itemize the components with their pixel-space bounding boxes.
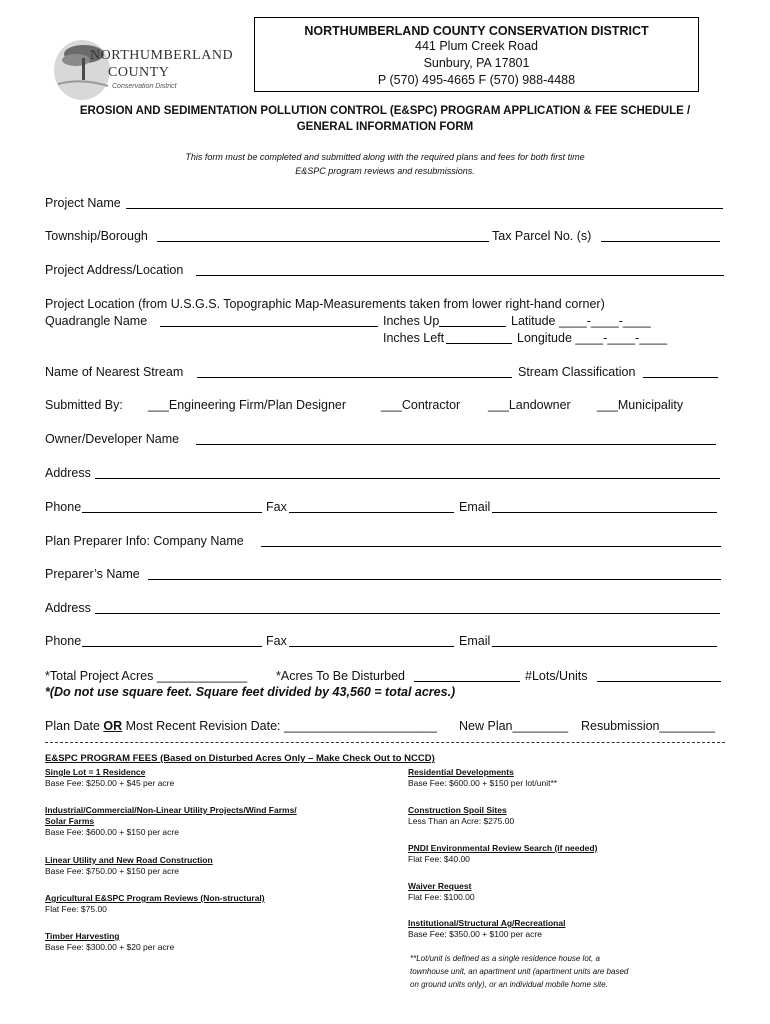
- tree-logo-icon: [52, 34, 112, 104]
- district-phone: P (570) 495-4665 F (570) 988-4488: [377, 73, 576, 87]
- owner-label: Owner/Developer Name: [45, 432, 180, 446]
- fee-linear-utility: [45, 855, 213, 877]
- preparer-company-line[interactable]: [261, 546, 721, 547]
- fee-value: Flat Fee: $100.00: [408, 892, 475, 902]
- fee-agricultural: [45, 893, 265, 915]
- district-header: [254, 17, 699, 92]
- stream-class-line[interactable]: [643, 377, 718, 378]
- nearest-stream-label: Name of Nearest Stream: [45, 365, 184, 379]
- fee-title: Linear Utility and New Road Construction: [45, 855, 213, 865]
- square-feet-note: *(Do not use square feet. Square feet divided by 43,560 = total acres.): [45, 685, 456, 699]
- total-acres-label[interactable]: *Total Project Acres _____________: [45, 669, 248, 683]
- option-landowner[interactable]: ___Landowner: [488, 398, 571, 412]
- preparer-fax-label: Fax: [266, 634, 287, 648]
- section-divider: [45, 742, 725, 743]
- owner-address-line[interactable]: [95, 478, 720, 479]
- fee-value: Base Fee: $300.00 + $20 per acre: [45, 942, 175, 952]
- fees-heading-text: E&SPC PROGRAM FEES (Based on Disturbed Acres Only – Make Check Out to NCCD): [45, 753, 435, 764]
- quadrangle-label: Quadrangle Name: [45, 314, 148, 328]
- owner-email-line[interactable]: [492, 512, 717, 513]
- inches-left-label: Inches Left: [383, 331, 445, 345]
- form-title: [40, 103, 730, 135]
- fee-title: Residential Developments: [408, 767, 514, 777]
- project-location-label: Project Location (from U.S.G.S. Topographic Map-Measurements taken from lower right-hand corner): [45, 297, 605, 311]
- plan-date-text-a: Plan Date: [45, 719, 104, 733]
- fee-value: Less Than an Acre: $275.00: [408, 816, 515, 826]
- project-address-label: Project Address/Location: [45, 263, 184, 277]
- fee-title: Waiver Request: [408, 881, 472, 891]
- form-title-line-1: EROSION AND SEDIMENTATION POLLUTION CONTROL (E&SPC) PROGRAM APPLICATION & FEE SCHEDULE /: [79, 105, 691, 117]
- owner-line[interactable]: [196, 444, 716, 445]
- fee-value: Flat Fee: $40.00: [408, 854, 470, 864]
- fee-title: Agricultural E&SPC Program Reviews (Non-structural): [45, 893, 265, 903]
- preparer-address-label: Address: [45, 601, 91, 615]
- preparer-phone-line[interactable]: [82, 646, 262, 647]
- project-name-label: Project Name: [45, 196, 121, 210]
- fee-value: Base Fee: $600.00 + $150 per acre: [45, 827, 179, 837]
- fee-industrial: [45, 805, 297, 838]
- logo-text-county: COUNTY: [108, 65, 170, 80]
- acres-disturbed-label: *Acres To Be Disturbed: [276, 669, 405, 683]
- district-logo: [52, 34, 234, 106]
- fee-value: Flat Fee: $75.00: [45, 904, 107, 914]
- tax-parcel-label: Tax Parcel No. (s): [492, 229, 592, 243]
- district-address-1: 441 Plum Creek Road: [415, 39, 538, 53]
- preparer-company-label: Plan Preparer Info: Company Name: [45, 534, 244, 548]
- inches-up-label: Inches Up: [383, 314, 440, 328]
- preparer-email-line[interactable]: [492, 646, 717, 647]
- fee-institutional: [408, 918, 565, 940]
- owner-email-label: Email: [459, 500, 491, 514]
- fee-title: Single Lot = 1 Residence: [45, 767, 146, 777]
- option-contractor[interactable]: ___Contractor: [381, 398, 461, 412]
- logo-text-district: Conservation District: [112, 83, 177, 90]
- lot-unit-definition-note: [410, 952, 628, 991]
- owner-phone-label: Phone: [45, 500, 82, 514]
- township-line[interactable]: [157, 241, 489, 242]
- latitude-label[interactable]: Latitude ____-____-____: [511, 314, 651, 328]
- owner-address-label: Address: [45, 466, 91, 480]
- fee-title: Construction Spoil Sites: [408, 805, 507, 815]
- fees-heading: [45, 753, 435, 764]
- quadrangle-line[interactable]: [160, 326, 378, 327]
- acres-disturbed-line[interactable]: [414, 681, 520, 682]
- district-title: NORTHUMBERLAND COUNTY CONSERVATION DISTRICT: [304, 24, 649, 38]
- inches-left-line[interactable]: [446, 343, 512, 344]
- instructions-line-1: This form must be completed and submitted along with the required plans and fees for both first time: [185, 152, 585, 162]
- new-plan-option[interactable]: New Plan________: [459, 719, 569, 733]
- owner-fax-line[interactable]: [289, 512, 454, 513]
- tax-parcel-line[interactable]: [601, 241, 720, 242]
- fee-pndi: [408, 843, 597, 865]
- fee-waiver: [408, 881, 475, 903]
- fee-title: PNDI Environmental Review Search (if needed): [408, 843, 598, 853]
- fee-spoil-sites: [408, 805, 514, 827]
- project-name-line[interactable]: [126, 208, 723, 209]
- note-line-2: townhouse unit, an apartment unit (apartment units are based: [410, 967, 629, 976]
- preparer-name-label: Preparer’s Name: [45, 567, 140, 581]
- instructions: [60, 150, 710, 178]
- preparer-phone-label: Phone: [45, 634, 82, 648]
- submitted-by-label: Submitted By:: [45, 398, 123, 412]
- form-title-line-2: GENERAL INFORMATION FORM: [296, 121, 474, 133]
- fee-title-cont: Solar Farms: [45, 816, 95, 826]
- owner-fax-label: Fax: [266, 500, 287, 514]
- owner-phone-line[interactable]: [82, 512, 262, 513]
- township-label: Township/Borough: [45, 229, 148, 243]
- nearest-stream-line[interactable]: [197, 377, 512, 378]
- fee-residential: [408, 767, 557, 789]
- plan-date-text-b[interactable]: Most Recent Revision Date: ______________________: [122, 719, 437, 733]
- option-engineering-firm[interactable]: ___Engineering Firm/Plan Designer: [148, 398, 347, 412]
- preparer-email-label: Email: [459, 634, 491, 648]
- plan-date-label: [45, 718, 437, 734]
- fee-value: Base Fee: $750.00 + $150 per acre: [45, 866, 179, 876]
- plan-date-or: OR: [103, 719, 123, 733]
- resubmission-option[interactable]: Resubmission________: [581, 719, 716, 733]
- fee-value: Base Fee: $350.00 + $100 per acre: [408, 929, 542, 939]
- logo-text-northumberland: NORTHUMBERLAND: [90, 48, 234, 63]
- fee-timber: [45, 931, 174, 953]
- lots-units-line[interactable]: [597, 681, 721, 682]
- district-address-2: Sunbury, PA 17801: [423, 56, 530, 70]
- fee-value: Base Fee: $250.00 + $45 per acre: [45, 778, 175, 788]
- lots-units-label: #Lots/Units: [525, 669, 588, 683]
- fee-single-lot: [45, 767, 174, 789]
- longitude-label[interactable]: Longitude ____-____-____: [517, 331, 668, 345]
- note-line-1: **Lot/unit is defined as a single residence house lot, a: [410, 954, 600, 963]
- preparer-fax-line[interactable]: [289, 646, 454, 647]
- option-municipality[interactable]: ___Municipality: [597, 398, 684, 412]
- stream-class-label: Stream Classification: [518, 365, 636, 379]
- instructions-line-2: E&SPC program reviews and resubmissions.: [295, 166, 475, 176]
- preparer-name-line[interactable]: [148, 579, 721, 580]
- project-address-line[interactable]: [196, 275, 724, 276]
- fee-title: Institutional/Structural Ag/Recreational: [408, 918, 566, 928]
- note-line-3: on ground units only), or an individual mobile home site.: [410, 980, 608, 989]
- fee-title: Timber Harvesting: [45, 931, 120, 941]
- inches-up-line[interactable]: [439, 326, 506, 327]
- fee-value: Base Fee: $600.00 + $150 per lot/unit**: [408, 778, 558, 788]
- fee-title: Industrial/Commercial/Non-Linear Utility Projects/Wind Farms/: [45, 805, 297, 815]
- preparer-address-line[interactable]: [95, 613, 720, 614]
